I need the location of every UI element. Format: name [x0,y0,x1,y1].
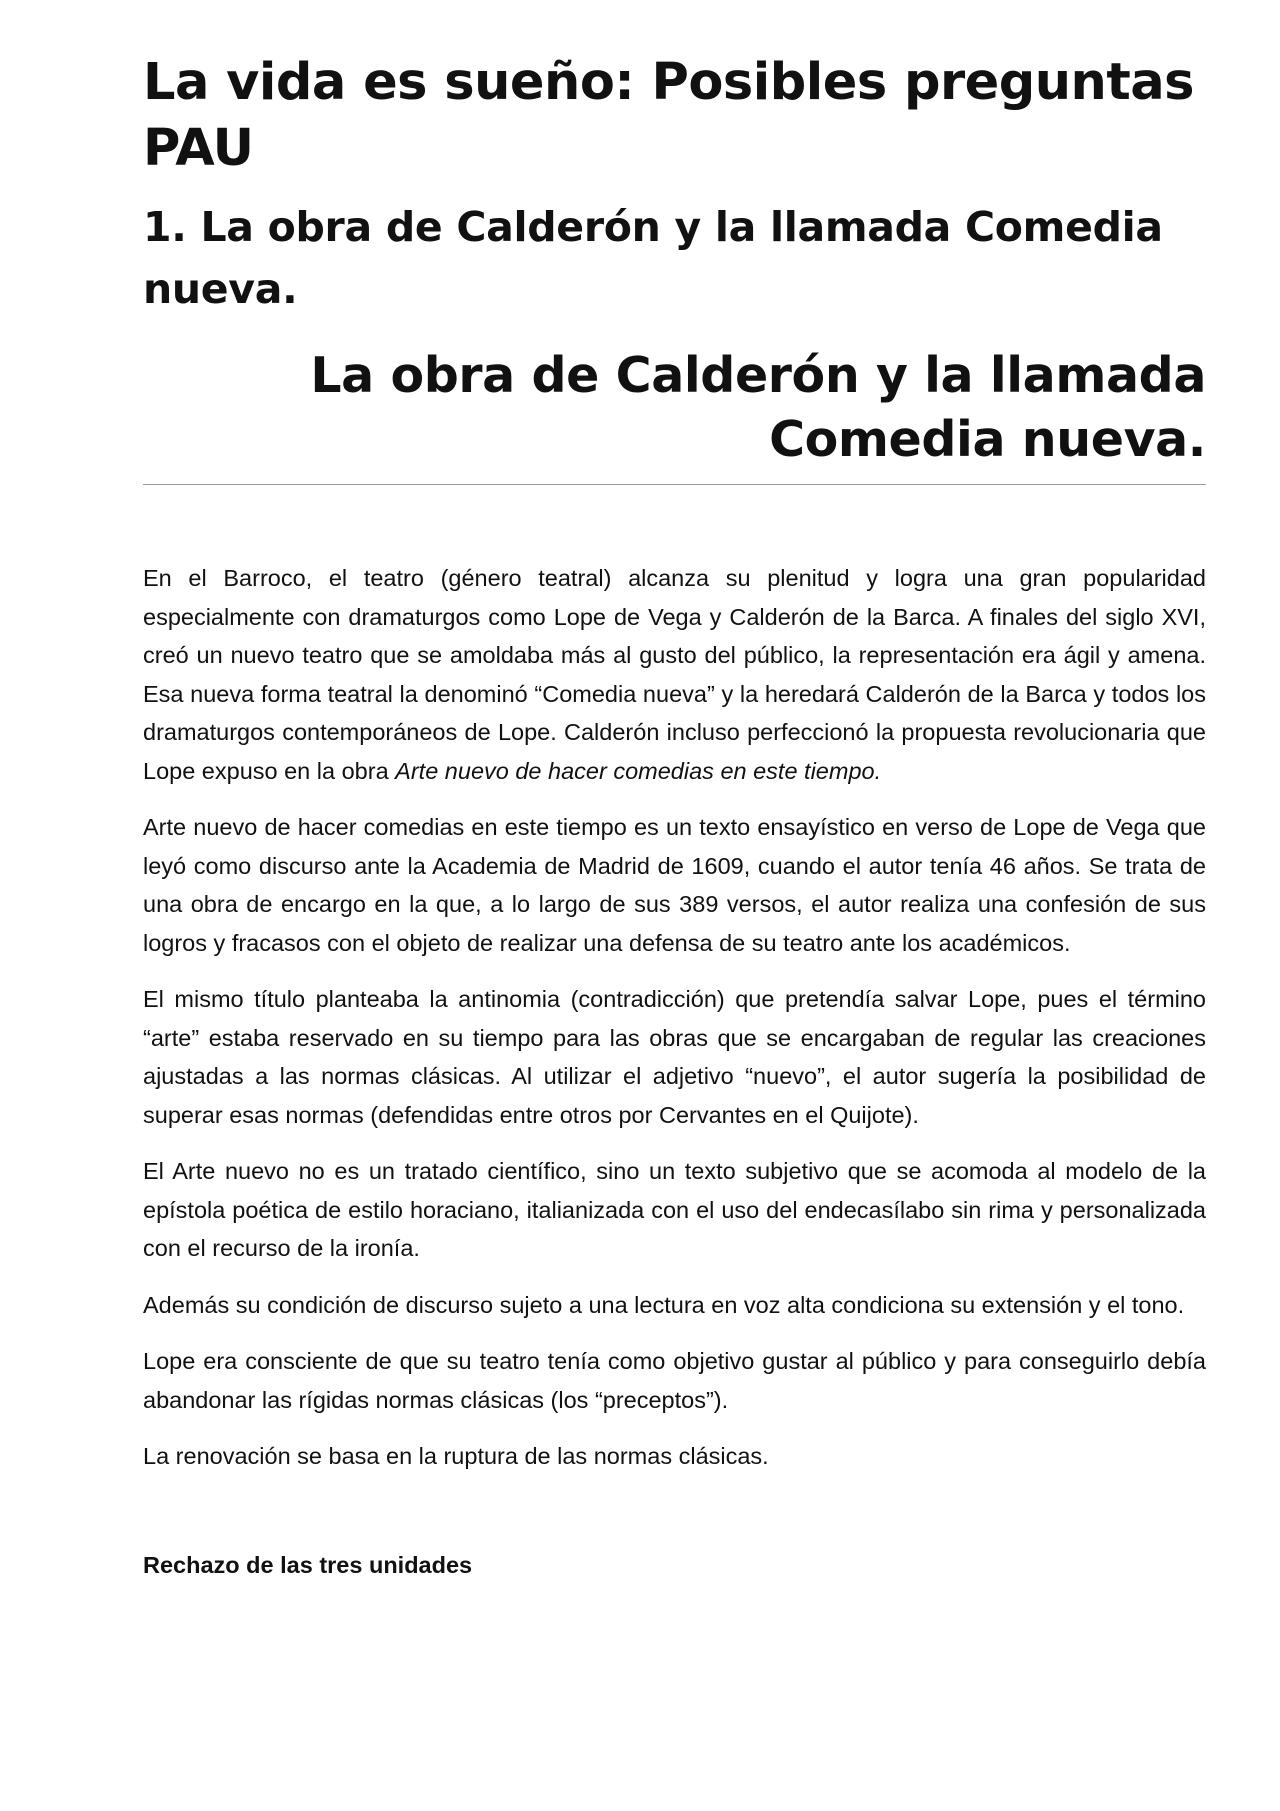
paragraph-1-text: En el Barroco, el teatro (género teatral) alcanza su plenitud y logra una gran popularidad especialmente con dramaturgos como Lope de Vega y Calderón de la Barca. A finales del siglo XVI, creó un nuevo teatro que se amoldaba más al gusto del público, la representación era ágil y amena. Esa nueva forma teatral la denominó “Comedia nueva” y la heredará Calderón de la Barca y todos los dramaturgos contemporáneos de Lope. Calderón incluso perfeccionó la propuesta revolucionaria que Lope expuso en la obra [143,565,1206,784]
document-page [143,0,1206,1584]
paragraph-2: Arte nuevo de hacer comedias en este tiempo es un texto ensayístico en verso de Lope de Vega que leyó como discurso ante la Academia de Madrid de 1609, cuando el autor tenía 46 años. Se trata de una obra de encargo en la que, a lo largo de sus 389 versos, el autor realiza una confesión de sus logros y fracasos con el objeto de realizar una defensa de su teatro ante los académicos. [143,814,1206,956]
paragraph-3: El mismo título planteaba la antinomia (contradicción) que pretendía salvar Lope, pues el término “arte” estaba reservado en su tiempo para las obras que se encargaban de regular las creaciones ajustadas a las normas clásicas. Al utilizar el adjetivo “nuevo”, el autor sugería la posibilidad de superar esas normas (defendidas entre otros por Cervantes en el Quijote). [143,986,1206,1128]
section-heading: 1. La obra de Calderón y la llamada Comedia nueva. [143,203,1163,313]
paragraph-4: El Arte nuevo no es un tratado científico, sino un texto subjetivo que se acomoda al modelo de la epístola poética de estilo horaciano, italianizada con el uso del endecasílabo sin rima y personalizada con el recurso de la ironía. [143,1158,1206,1261]
paragraph-7: La renovación se basa en la ruptura de las normas clásicas. [143,1443,769,1469]
article-heading-line-2: Comedia nueva. [769,411,1206,468]
paragraph-1-italic-title: Arte nuevo de hacer comedias en este tiempo. [395,757,882,784]
paragraph-6: Lope era consciente de que su teatro tenía como objetivo gustar al público y para conseguirlo debía abandonar las rígidas normas clásicas (los “preceptos”). [143,1348,1206,1413]
document-title: La vida es sueño: Posibles preguntas PAU [143,53,1194,178]
article-heading-line-1: La obra de Calderón y la llamada [310,347,1206,404]
paragraph-5: Además su condición de discurso sujeto a una lectura en voz alta condiciona su extensión y el tono. [143,1291,1185,1318]
paragraph-1 [143,559,1206,790]
subheading-three-unities: Rechazo de las tres unidades [143,1551,473,1578]
heading-divider [143,484,1206,485]
article-heading [143,344,1206,472]
